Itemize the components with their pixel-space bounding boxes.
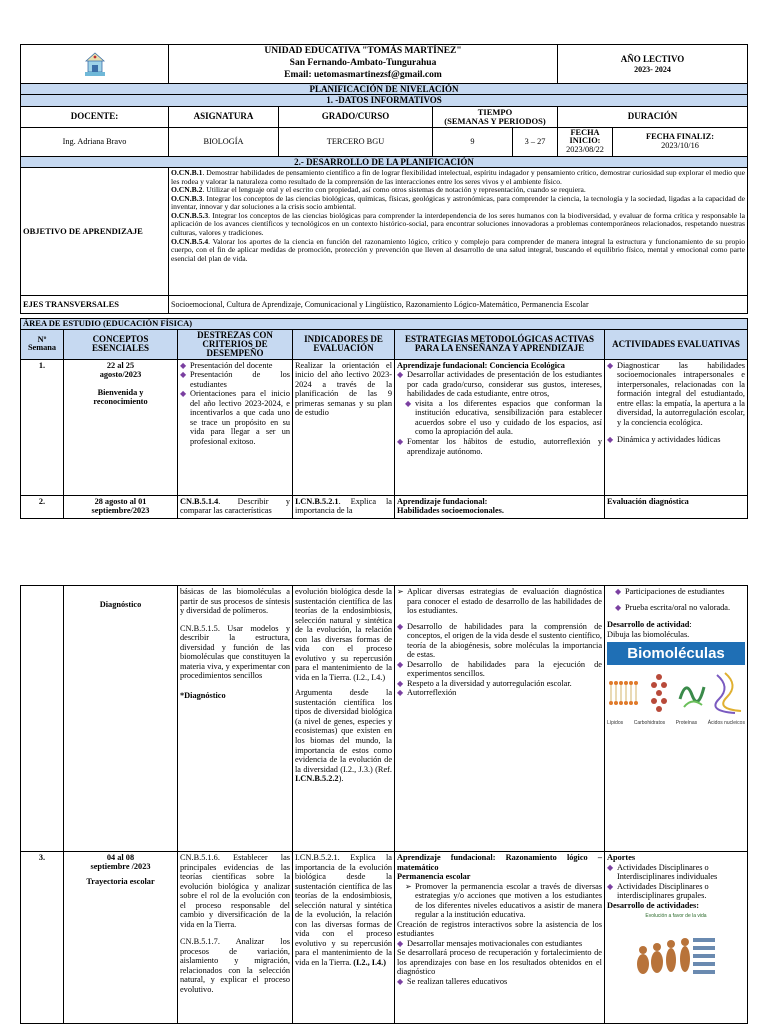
objetivo-text: . Integrar los conceptos de las ciencias biológicas, químicas, físicas, geológicas y astronómicas, para comprender la ciencia, la tecnología y la sociedad, ligadas a la capacidad de inventar, innovar y dar soluciones a la crisis socio ambiental.: [171, 193, 745, 212]
row3-estr-list3: [397, 977, 602, 987]
biomoleculas-illustration: [607, 669, 745, 721]
plan-table-continued: [20, 585, 748, 1024]
bullet-icon: ◆: [397, 976, 404, 986]
header-table: [20, 44, 748, 314]
list-item-text: Diagnosticar las habilidades socioemocionales intrapersonales e interpersonales, relacionadas con la formación integral del estudiantado, entre ellas: la empatía, la apertura a la diversidad, la autorregulación escolar, y la conciencia ecológica.: [617, 360, 745, 427]
list-item: [397, 977, 602, 987]
objetivo-item: [171, 195, 745, 212]
docente-value: Ing. Adriana Bravo: [21, 127, 169, 156]
asignatura-value: BIOLOGÍA: [169, 127, 279, 156]
row3-d2: [180, 937, 290, 994]
row1-concepto: [64, 359, 178, 495]
list-item-text: Dinámica y actividades lúdicas: [617, 435, 721, 445]
row1-act-list: [607, 361, 745, 445]
school-logo: [84, 50, 106, 78]
row3-indicador: [293, 852, 395, 1024]
row2-indicador: [293, 495, 395, 518]
row2c-ind2: [295, 688, 392, 783]
row1-concepto-text: Bienvenida y reconocimiento: [93, 387, 148, 407]
row2-destreza: [178, 495, 293, 518]
page-2: [0, 585, 768, 1024]
row1-indicador: Realizar la orientación el inicio del año lectivo 2023-2024 a través de la planificación de las 9 primeras semanas y su plan de estudio: [293, 359, 395, 495]
objetivo-label: OBJETIVO DE APRENDIZAJE: [21, 167, 169, 295]
row2c-destreza2: [180, 624, 290, 681]
bullet-icon: ◆: [607, 862, 614, 872]
list-item: [397, 882, 602, 920]
row3-act-dev-label: Desarrollo de actividades: [607, 900, 697, 910]
row3-d1-text: . Establecer las principales evidencias de las teorías científicas sobre la evolución biológica y analizar sobre el rol de la evolución con el proceso responsable del cambio y diversificación de la vida en la Tierra.: [180, 853, 290, 929]
list-item-text: Desarrollar mensajes motivacionales con estudiantes: [407, 938, 583, 948]
fecha-inicio: [558, 127, 613, 156]
objetivo-text: . Valorar los aportes de la ciencia en función del razonamiento lógico, crítico y complejo para comprender de manera integral la estructura y funcionamiento de su propio cuerpo, con el fin de aplicar medidas de promoción, protección y prevención que lleven al desarrollo de una salud integral, buscando el equilibrio físico, mental y emocional como parte esencial del plan de vida.: [171, 236, 745, 263]
list-item: [397, 688, 602, 698]
row2-num: 2.: [21, 495, 64, 518]
list-item-text: Presentación de los estudiantes: [190, 370, 290, 389]
list-item: [607, 863, 745, 882]
bullet-icon: ◆: [607, 435, 614, 445]
objetivo-text: . Integrar los conceptos de las ciencias biológicas para comprender la interdependencia de los seres humanos con la biodiversidad, y evaluar de forma crítica y responsable la aplicación de los avances científicos y tecnológicos en un contexto histórico-social, para encontrar soluciones innovadoras a problemas contemporáneos relacionados, respetando nuestras culturas, valores y tradiciones.: [171, 210, 745, 238]
list-item: [607, 882, 745, 901]
objetivo-item: [171, 212, 745, 238]
list-item: [180, 361, 290, 371]
fecha-inicio-label: FECHA INICIO:: [569, 127, 601, 146]
list-item-text: Respeto a la diversidad y autorregulación escolar.: [407, 678, 572, 688]
biomoleculas-labels: [607, 721, 745, 727]
row3-estr-list2: [397, 939, 602, 949]
list-item: [180, 370, 290, 389]
bullet-icon: ◆: [607, 360, 614, 370]
school-name: UNIDAD EDUCATIVA "TOMÁS MARTÍNEZ": [264, 46, 462, 57]
row2c-concepto: Diagnóstico: [64, 586, 178, 852]
bullet-icon: ◆: [397, 621, 404, 631]
duracion-header: DURACIÓN: [558, 106, 748, 127]
list-item-text: Aplicar diversas estrategias de evaluación diagnóstica para conocer el estado de desarrollo de las habilidades de los estudiantes.: [407, 587, 602, 616]
row2-ind-text: . Explica la importancia de la: [295, 496, 392, 516]
tiempo-header: TIEMPO (SEMANAS Y PERIODOS): [433, 106, 558, 127]
bullet-icon: ◆: [180, 389, 187, 399]
row2-estr-title: Aprendizaje fundacional:: [397, 496, 488, 506]
list-item: [607, 361, 745, 428]
list-item-text: Actividades Disciplinares o Interdisciplinares individuales: [617, 862, 718, 882]
list-item: [607, 587, 745, 597]
school-location: San Fernando-Ambato-Tungurahua: [289, 58, 437, 69]
school-email: Email: uetomasmartinezsf@gmail.com: [284, 69, 442, 80]
bullet-icon: ◆: [397, 938, 404, 948]
row3-estr-title: Aprendizaje fundacional: Razonamiento lógico – matemático: [397, 853, 602, 872]
row1-estr-title: Aprendizaje fundacional: Conciencia Ecológica: [397, 360, 565, 370]
list-item: [397, 437, 602, 456]
list-item: [607, 603, 745, 613]
row2c-act-dev-text: Dibuja las biomoléculas.: [607, 629, 690, 639]
row2c-estrategias: [395, 586, 605, 852]
bullet-icon: ◆: [397, 437, 404, 447]
list-item-text: Se realizan talleres educativos: [407, 976, 508, 986]
section-1-title: 1. -DATOS INFORMATIVOS: [21, 95, 748, 106]
bio-label: Carbohidratos: [633, 720, 666, 727]
row2c-destrezas: [178, 586, 293, 852]
col-actividades: ACTIVIDADES EVALUATIVAS: [605, 329, 748, 359]
list-item-text: Autorreflexión: [407, 688, 457, 698]
fecha-fin-value: 2023/10/16: [661, 140, 699, 150]
list-item-text: Promover la permanencia escolar a través de diversas estrategias y/o acciones que motiven a los estudiantes de los diferentes niveles educativos a asistir de manera regular a la institución educativa.: [415, 881, 602, 920]
row2c-act-dev-label: Desarrollo de actividad: [607, 620, 690, 630]
periodos-value: 3 – 27: [513, 127, 558, 156]
objetivo-text: . Utilizar el lenguaje oral y el escrito con propiedad, así como otros sistemas de notación y representación, cuando se requiera.: [202, 185, 586, 195]
list-item-text: Participaciones de estudiantes: [625, 587, 725, 596]
row2-ind-code: I.CN.B.5.2.1: [295, 496, 339, 506]
year-label: AÑO LECTIVO: [620, 54, 685, 65]
bullet-icon: ◆: [397, 370, 404, 380]
row3-num: 3.: [21, 852, 64, 1024]
plan-table: [20, 318, 748, 519]
list-item: [397, 399, 602, 437]
row3-act-list: [607, 863, 745, 901]
bullet-icon: ◆: [180, 370, 187, 380]
bullet-icon: ◆: [397, 659, 404, 669]
row2c-act-dev: Desarrollo de actividad:: [607, 620, 692, 630]
col-semana: Nº Semana: [21, 329, 64, 359]
biomoleculas-banner: Biomoléculas: [607, 642, 745, 665]
col-destrezas: DESTREZAS CON CRITERIOS DE DESEMPEÑO: [178, 329, 293, 359]
page-gap: [0, 565, 768, 585]
bullet-icon: ◆: [615, 587, 622, 596]
section-2-title: 2.- DESARROLLO DE LA PLANIFICACIÓN: [21, 156, 748, 167]
row3-estr-sub: Permanencia escolar: [397, 872, 471, 882]
objetivo-text: . Demostrar habilidades de pensamiento científico a fin de lograr flexibilidad intelectual, espíritu indagador y pensamiento crítico, demostrar curiosidad sup explorar el medio que les rodea y valorar la naturaleza como resultado de la comprensión de las interacciones entre los seres vivos y el ambiente físico.: [171, 167, 745, 186]
docente-header: DOCENTE:: [21, 106, 169, 127]
fecha-fin: [613, 127, 748, 156]
row2c-ind2-text: Argumenta desde la sustentación científica los tipos de diversidad biológica (a nivel de genes, especies y ecosistemas) que existen en los biomas del mundo, la importancia de estos como evidencia de la evolución de la diversidad (I.2., J.3.) (Ref.: [295, 688, 392, 774]
row2-estr-sub: Habilidades socioemocionales.: [397, 506, 504, 516]
arrow-icon: ➢: [405, 881, 412, 891]
bullet-icon: ◆: [405, 398, 412, 408]
bullet-icon: ◆: [615, 602, 622, 612]
school-heading: [169, 45, 558, 84]
row1-fecha: 22 al 25 agosto/2023: [99, 360, 142, 380]
row3-estr-p2: Se desarrollará proceso de recuperación y fortalecimiento de los aprendizajes con base en los resultados obtenidos en el diagnóstico: [397, 948, 602, 977]
objetivo-code: O.CN.B.1: [171, 167, 203, 177]
bio-label: Ácidos nucleicos: [707, 720, 745, 727]
row3-concepto: [64, 852, 178, 1024]
row3-estrategias: [395, 852, 605, 1024]
objetivo-code: O.CN.B.3: [171, 193, 203, 203]
bullet-icon: ◆: [397, 678, 404, 688]
objetivo-item: [171, 169, 745, 186]
row2c-diag: *Diagnóstico: [180, 690, 226, 700]
fecha-fin-label: FECHA FINALIZ:: [646, 131, 714, 141]
row2c-destreza2-text: . Usar modelos y describir la estructura, diversidad y función de las biomoléculas que constituyen la materia viva, y experimentar con procedimientos sencillos: [180, 623, 290, 681]
bullet-icon: ◆: [607, 881, 614, 891]
row3-fecha: 04 al 08 septiembre /2023: [90, 853, 151, 872]
row3-destrezas: [178, 852, 293, 1024]
objetivo-item: [171, 238, 745, 264]
row3-d1: [180, 853, 290, 929]
row3-ind-text: . Explica la importancia de la evolución biológica desde la sustentación científica de las teorías de la endosimbiosis, selección natural y sintética de la evolución, la relación con las diversas formas de vida con el proceso evolutivo y su repercusión para el mantenimiento de la vida en la Tierra.: [295, 853, 392, 967]
list-item: [397, 939, 602, 949]
row3-act-title: Aportes: [607, 853, 636, 862]
ejes-label: EJES TRANSVERSALES: [21, 295, 169, 313]
row1-destrezas: [178, 359, 293, 495]
evolution-caption: Evolución a favor de la vida: [645, 913, 707, 920]
list-item-text: Desarrollar actividades de presentación de los estudiantes por cada grado/curso, considerar sus gustos, intereses, habilidades de cada estudiante, entre otros,: [407, 370, 602, 399]
row2c-ind-cont: evolución biológica desde la sustentación científica de las teorías de la endosimbiosis, selección natural y sintética de la evolución, la relación con las diversas formas de vida con el proceso evolutivo y su repercusión para el mantenimiento de la vida en la Tierra. (I.2., I.4.): [295, 587, 392, 682]
row3-act-dev: Desarrollo de actividades:: [607, 900, 700, 910]
school-year: [558, 45, 748, 84]
row2c-destreza2-code: CN.B.5.1.5: [180, 623, 218, 633]
row3-d1-code: CN.B.5.1.6: [180, 853, 218, 862]
objetivo-code: O.CN.B.5.3: [171, 210, 209, 220]
row3-ind-code: I.CN.B.5.2.1: [295, 853, 338, 862]
row2-destreza-code: CN.B.5.1.4: [180, 496, 219, 506]
list-item-text: Prueba escrita/oral no valorada.: [625, 602, 731, 612]
school-logo-cell: [21, 45, 169, 84]
row2c-indicadores: [293, 586, 395, 852]
list-item: [397, 370, 602, 399]
row3-ind-ref: (I.2., I.4.): [353, 957, 387, 967]
row1-destrezas-list: [180, 361, 290, 447]
list-item: [180, 389, 290, 446]
list-item-text: Presentación del docente: [190, 360, 273, 370]
list-item-text: Fomentar los hábitos de estudio, autorreflexión y aprendizaje autónomo.: [407, 437, 602, 456]
grado-header: GRADO/CURSO: [279, 106, 433, 127]
row2c-num: [21, 586, 64, 852]
list-item: [607, 435, 745, 445]
list-item-text: Actividades Disciplinares o interdisciplinares grupales.: [617, 881, 709, 901]
row2-destreza-text: . Describir y comparar las características: [180, 496, 290, 516]
semanas-value: 9: [433, 127, 513, 156]
row2c-actividades: [605, 586, 748, 852]
carbohydrate-icon: [642, 669, 676, 717]
ejes-value: Socioemocional, Cultura de Aprendizaje, Comunicacional y Lingüístico, Razonamiento Lógico-Matemático, Permanencia Escolar: [169, 295, 748, 313]
row3-concepto-text: Trayectoria escolar: [86, 877, 155, 887]
list-item-text: Desarrollo de habilidades para la ejecución de experimentos sencillos.: [407, 659, 602, 679]
plan-title: PLANIFICACIÓN DE NIVELACIÓN: [21, 84, 748, 95]
list-item-text: Orientaciones para el inicio del año lectivo 2023-2024, e incentivarlos a que cada uno se trace un propósito en su vida para llegar a ser un profesional exitoso.: [190, 389, 290, 447]
row2-estr-sub-text: Habilidades socioemocionales: [397, 506, 502, 516]
row1-estr-list: [397, 370, 602, 456]
objetivo-code: O.CN.B.2: [171, 185, 203, 195]
protein-icon: [676, 669, 710, 717]
row2-estrategias: [395, 495, 605, 518]
grado-value: TERCERO BGU: [279, 127, 433, 156]
col-estrategias: ESTRATEGIAS METODOLÓGICAS ACTIVAS PARA LA ENSEÑANZA Y APRENDIZAJE: [395, 329, 605, 359]
list-item: [397, 660, 602, 679]
bio-label: Lípidos: [607, 720, 624, 727]
col-conceptos: CONCEPTOS ESENCIALES: [64, 329, 178, 359]
area-title: ÁREA DE ESTUDIO (EDUCACIÓN FÍSICA): [21, 319, 748, 330]
list-item-text: visita a los diferentes espacios que conforman la institución educativa, sensibilización para establecer acuerdos sobre el uso y cuidado de los espacios, así como la apropiación del aula.: [415, 398, 602, 437]
row2c-destreza-cont: básicas de las biomoléculas a partir de sus procesos de síntesis y diversidad de polímeros.: [180, 587, 290, 616]
row2c-estr-list: [397, 587, 602, 698]
row3-estr-p1: Creación de registros interactivos sobre la asistencia de los estudiantes: [397, 919, 602, 939]
year-value: 2023- 2024: [634, 64, 671, 74]
list-item-text: Desarrollo de habilidades para la comprensión de conceptos, el origen de la vida desde el sustento científico, teoría de la abiogénesis, sobre moléculas la importancia de estas.: [407, 621, 602, 660]
asignatura-header: ASIGNATURA: [169, 106, 279, 127]
row1-num: 1.: [21, 359, 64, 495]
list-item: [397, 587, 602, 616]
row1-actividades: [605, 359, 748, 495]
row3-d2-text: . Analizar los procesos de variación, aislamiento y migración, relacionados con la selección natural, y explicar el proceso evolutivo.: [180, 937, 290, 994]
objetivo-code: O.CN.B.5.4: [171, 236, 209, 246]
row3-d2-code: CN.B.5.1.7: [180, 937, 218, 947]
row1-estrategias: [395, 359, 605, 495]
row3-actividades: [605, 852, 748, 1024]
list-item: [397, 679, 602, 689]
row2c-ind2-end: ).: [338, 774, 344, 784]
row2c-ind2-code: I.CN.B.5.2.2: [295, 774, 339, 784]
row2c-act-list: [607, 587, 745, 612]
nucleic-acid-icon: [711, 669, 745, 717]
bullet-icon: ◆: [397, 688, 404, 698]
objetivo-content: [169, 167, 748, 295]
bio-label: Proteínas: [675, 720, 698, 727]
row2-act-title: Evaluación diagnóstica: [605, 495, 748, 518]
fecha-inicio-value: 2023/08/22: [566, 144, 604, 154]
list-item: [397, 622, 602, 660]
arrow-icon: ➢: [397, 587, 404, 596]
lipid-icon: [607, 669, 641, 717]
row3-estr-list1: [397, 882, 602, 920]
evolution-illustration: [633, 924, 719, 986]
col-indicadores: INDICADORES DE EVALUACIÓN: [293, 329, 395, 359]
bullet-icon: ◆: [180, 360, 187, 370]
row2-fecha: 28 agosto al 01 septiembre/2023: [64, 495, 178, 518]
